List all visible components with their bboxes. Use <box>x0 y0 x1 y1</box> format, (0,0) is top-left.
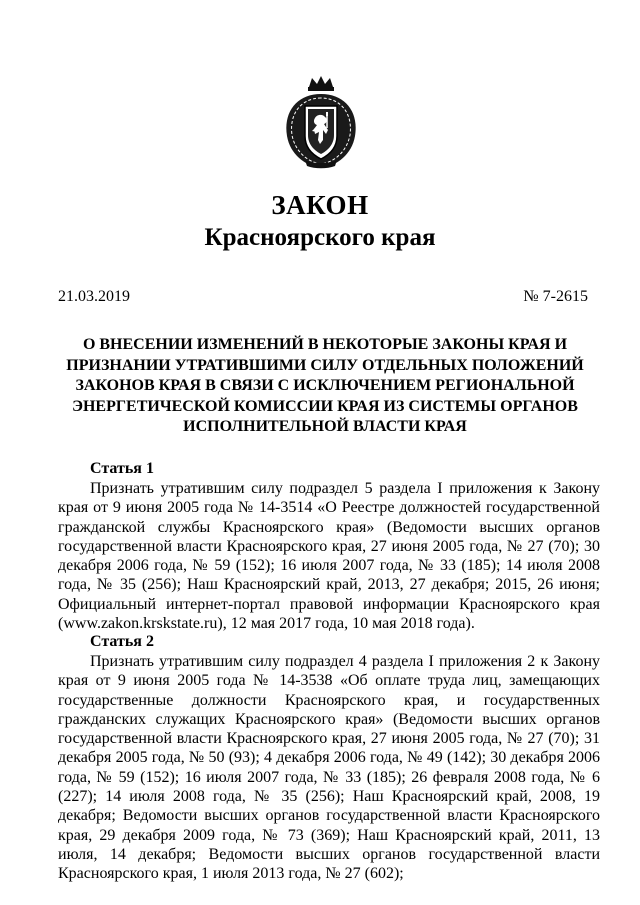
coat-of-arms-icon <box>279 74 363 170</box>
article-2 <box>58 632 600 884</box>
article-1-title: Статья 1 <box>90 460 154 477</box>
law-subtitle: Красноярского края <box>204 224 436 251</box>
law-number: № 7-2615 <box>523 288 588 305</box>
article-1-text: Признать утратившим силу подраздел 5 раздела I приложения к Закону края от 9 июня 2005 года № 14-3514 «О Реестре должностей государственной гражданской службы Красноярского края» (Ведомости высших органов государственной власти Красноярского края, 27 июня 2005 года, № 27 (70); 30 декабря 2006 года, № 59 (152); 16 июля 2007 года, № 33 (185); 14 июля 2008 года, № 35 (256); Наш Красноярский край, 2013, 27 декабря; 2015, 26 июня; Официальный интернет-портал правовой информации Красноярского края (www.zakon.krskstate.ru), 12 мая 2017 года, 10 мая 2018 года). <box>58 480 600 633</box>
law-heading: О ВНЕСЕНИИ ИЗМЕНЕНИЙ В НЕКОТОРЫЕ ЗАКОНЫ КРАЯ И ПРИЗНАНИИ УТРАТИВШИМИ СИЛУ ОТДЕЛЬНЫХ ПОЛОЖЕНИЙ ЗАКОНОВ КРАЯ В СВЯЗИ С ИСКЛЮЧЕНИЕМ РЕГИОНАЛЬНОЙ ЭНЕРГЕТИЧЕСКОЙ КОМИССИИ КРАЯ ИЗ СИСТЕМЫ ОРГАНОВ ИСПОЛНИТЕЛЬНОЙ ВЛАСТИ КРАЯ <box>66 336 584 435</box>
article-1 <box>58 459 600 633</box>
law-title: ЗАКОН <box>271 190 369 220</box>
article-2-title: Статья 2 <box>90 633 154 650</box>
article-2-text: Признать утратившим силу подраздел 4 раздела I приложения 2 к Закону края от 9 июня 2005 года № 14-3538 «Об оплате труда лиц, замещающих государственные должности Красноярского края, и государственных гражданских служащих Красноярского края» (Ведомости высших органов государственной власти Красноярского края, 27 июня 2005 года, № 27 (70); 31 декабря 2005 года, № 50 (93); 4 декабря 2006 года, № 49 (142); 30 декабря 2006 года, № 59 (152); 16 июля 2007 года, № 33 (185); 26 февраля 2008 года, № 6 (227); 14 июля 2008 года, № 35 (256); Наш Красноярский край, 2008, 19 декабря; Ведомости высших органов государственной власти Красноярского края, 29 декабря 2009 года, № 73 (369); Наш Красноярский край, 2011, 13 июля, 14 декабря; Ведомости высших органов государственной власти Красноярского края, 1 июля 2013 года, № 27 (602); <box>58 653 600 883</box>
law-date: 21.03.2019 <box>58 288 130 305</box>
